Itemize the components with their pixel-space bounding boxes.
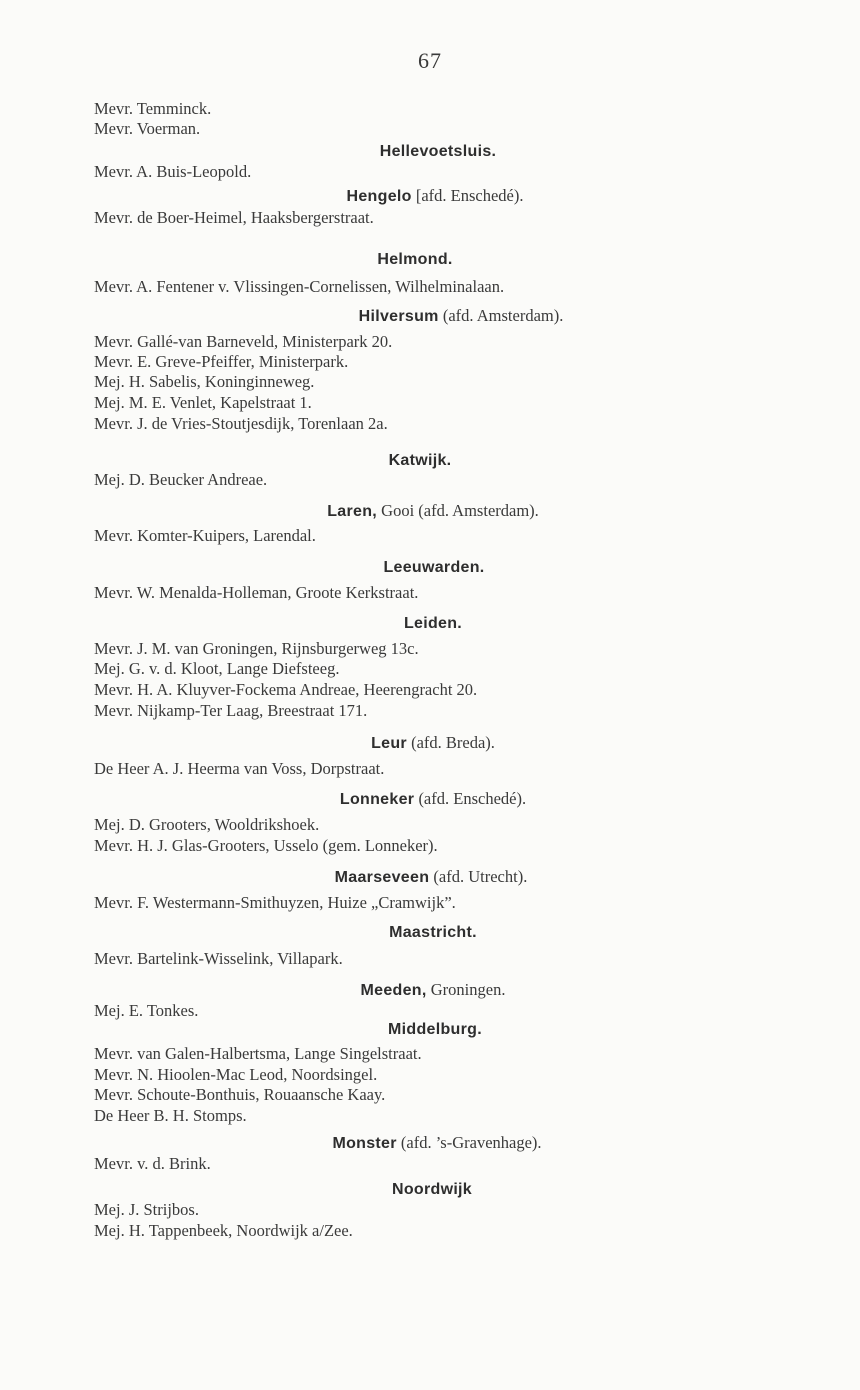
- member-entry: Mevr. Gallé-van Barneveld, Ministerpark 20.: [94, 332, 393, 351]
- member-entry: Mej. H. Sabelis, Koninginneweg.: [94, 372, 315, 391]
- place-heading: [4, 559, 860, 576]
- place-name: Leiden.: [403, 615, 463, 632]
- member-entry: Mevr. Schoute-Bonthuis, Rouaansche Kaay.: [94, 1085, 386, 1104]
- place-heading: [2, 1181, 860, 1198]
- place-heading: [8, 143, 860, 160]
- member-entry: De Heer B. H. Stomps.: [94, 1106, 247, 1125]
- place-heading: [0, 452, 850, 469]
- place-name: Middelburg.: [388, 1021, 482, 1038]
- member-entry: Mej. J. Strijbos.: [94, 1200, 199, 1219]
- member-entry: Mej. D. Grooters, Wooldrikshoek.: [94, 815, 320, 834]
- member-entry: Mej. G. v. d. Kloot, Lange Diefsteeg.: [94, 659, 340, 678]
- member-entry: Mej. H. Tappenbeek, Noordwijk a/Zee.: [94, 1221, 353, 1240]
- place-name: Maastricht.: [389, 924, 477, 941]
- place-note: Gooi (afd. Amsterdam).: [377, 501, 539, 520]
- place-name: Meeden,: [360, 982, 427, 999]
- place-heading: [0, 251, 845, 268]
- place-note: (afd. ’s-Gravenhage).: [396, 1133, 542, 1152]
- place-heading: [3, 735, 860, 752]
- place-name: Hilversum: [358, 308, 439, 325]
- member-entry: Mej. E. Tonkes.: [94, 1001, 199, 1020]
- member-entry: Mej. D. Beucker Andreae.: [94, 470, 268, 489]
- place-name: Hengelo: [346, 188, 412, 205]
- place-heading: [3, 924, 860, 941]
- member-entry: Mevr. J. de Vries-Stoutjesdijk, Torenlaan 2a.: [94, 414, 388, 433]
- member-entry: Mevr. A. Buis-Leopold.: [94, 162, 252, 181]
- member-entry: Mevr. E. Greve-Pfeiffer, Ministerpark.: [94, 352, 349, 371]
- place-heading: [1, 869, 860, 886]
- member-entry: Mevr. H. A. Kluyver-Fockema Andreae, Heerengracht 20.: [94, 680, 478, 699]
- member-entry: Mevr. Voerman.: [94, 119, 201, 138]
- member-entry: Mevr. Bartelink-Wisselink, Villapark.: [94, 949, 343, 968]
- place-heading: [3, 503, 860, 520]
- place-note: [afd. Enschedé).: [411, 186, 524, 205]
- place-name: Hellevoetsluis.: [379, 143, 497, 160]
- place-heading: [5, 188, 860, 205]
- member-entry: Mevr. Temminck.: [94, 99, 212, 118]
- page-number: 67: [418, 48, 442, 73]
- member-entry: Mevr. W. Menalda-Holleman, Groote Kerkstraat.: [94, 583, 419, 602]
- place-name: Noordwijk: [391, 1181, 473, 1198]
- place-heading: [31, 308, 860, 325]
- member-entry: Mevr. Komter-Kuipers, Larendal.: [94, 526, 316, 545]
- place-name: Laren,: [327, 503, 378, 520]
- member-entry: Mej. M. E. Venlet, Kapelstraat 1.: [94, 393, 312, 412]
- member-entry: Mevr. de Boer-Heimel, Haaksbergerstraat.: [94, 208, 374, 227]
- place-heading: [3, 791, 860, 808]
- member-entry: Mevr. v. d. Brink.: [94, 1154, 211, 1173]
- place-name: Maarseveen: [334, 869, 430, 886]
- member-entry: Mevr. Nijkamp-Ter Laag, Breestraat 171.: [94, 701, 368, 720]
- place-note: (afd. Utrecht).: [429, 867, 528, 886]
- member-entry: Mevr. N. Hioolen-Mac Leod, Noordsingel.: [94, 1065, 378, 1084]
- member-entry: Mevr. F. Westermann-Smithuyzen, Huize „Cramwijk”.: [94, 893, 456, 912]
- place-note: (afd. Amsterdam).: [438, 306, 564, 325]
- place-name: Helmond.: [377, 251, 453, 268]
- member-entry: Mevr. van Galen-Halbertsma, Lange Singelstraat.: [94, 1044, 422, 1063]
- place-note: (afd. Enschedé).: [414, 789, 527, 808]
- place-note: (afd. Breda).: [406, 733, 495, 752]
- place-heading: [3, 982, 860, 999]
- place-name: Lonneker: [339, 791, 415, 808]
- place-note: Groningen.: [426, 980, 506, 999]
- place-name: Leeuwarden.: [383, 559, 485, 576]
- member-entry: Mevr. H. J. Glas-Grooters, Usselo (gem. Lonneker).: [94, 836, 438, 855]
- member-entry: De Heer A. J. Heerma van Voss, Dorpstraat.: [94, 759, 385, 778]
- member-entry: Mevr. A. Fentener v. Vlissingen-Cornelissen, Wilhelminalaan.: [94, 277, 505, 296]
- place-heading: [5, 1021, 860, 1038]
- place-name: Leur: [371, 735, 407, 752]
- place-heading: [3, 615, 860, 632]
- place-name: Monster: [332, 1135, 397, 1152]
- member-entry: Mevr. J. M. van Groningen, Rijnsburgerweg 13c.: [94, 639, 419, 658]
- place-name: Katwijk.: [388, 452, 452, 469]
- place-heading: [7, 1135, 860, 1152]
